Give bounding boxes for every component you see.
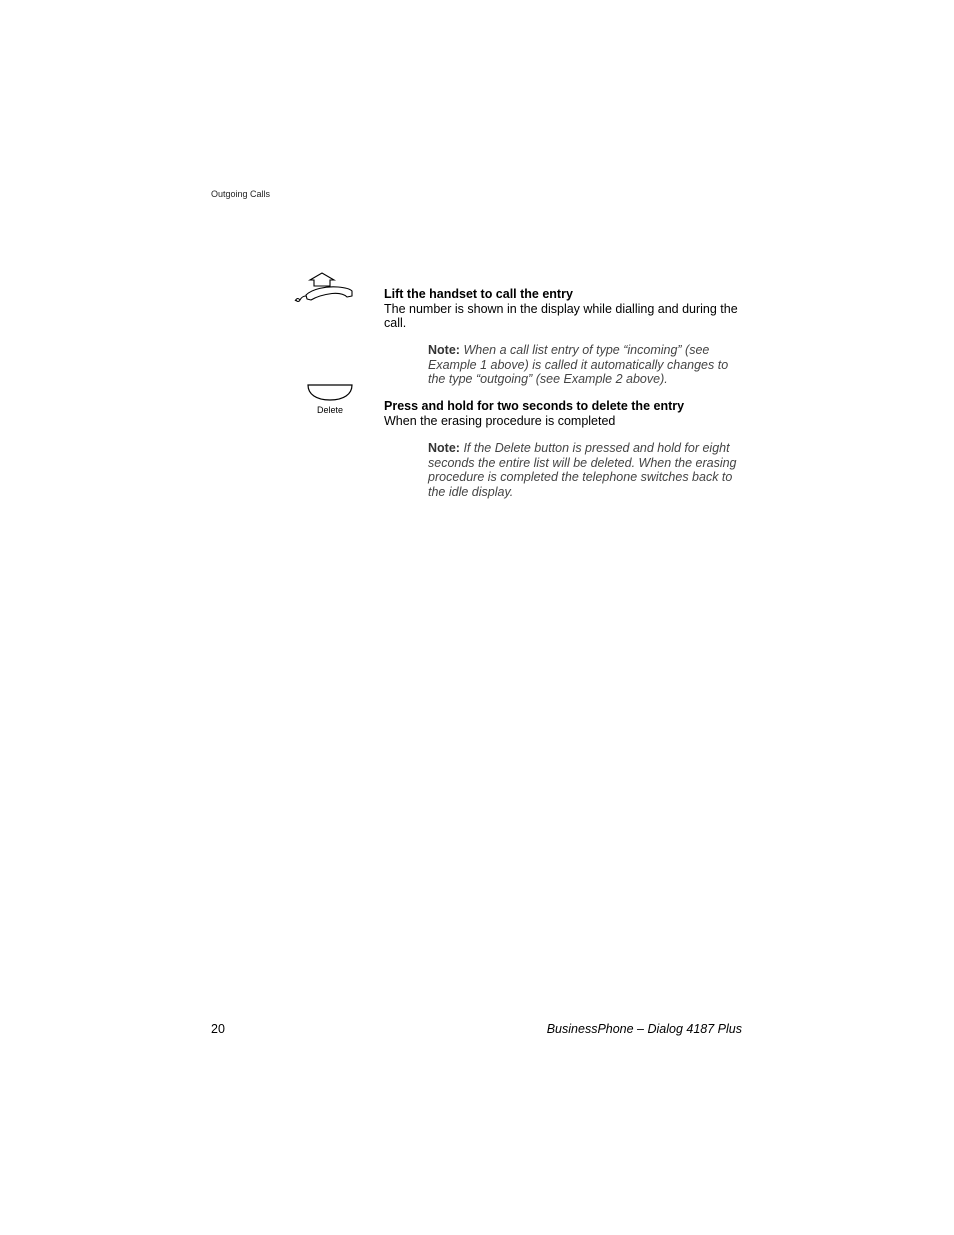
step-lift-handset — [384, 287, 744, 331]
handset-lift-icon — [292, 272, 356, 304]
delete-key-label: Delete — [316, 405, 343, 415]
step-title: Lift the handset to call the entry — [384, 287, 573, 301]
note-text: If the Delete button is pressed and hold for eight seconds the entire list will be deleted. When the erasing procedure is completed the telephone switches back to the idle display. — [428, 441, 737, 499]
step-title: Press and hold for two seconds to delete the entry — [384, 399, 685, 413]
step-delete-entry — [384, 399, 744, 428]
section-header: Outgoing Calls — [211, 189, 271, 199]
note-block — [428, 343, 744, 387]
step-text: When the erasing procedure is completed — [384, 413, 616, 428]
document-title: BusinessPhone – Dialog 4187 Plus — [546, 1022, 742, 1036]
delete-key-icon — [306, 383, 356, 419]
note-text: When a call list entry of type “incoming” (see Example 1 above) is called it automatically changes to the type “outgoing” (see Example 2 above). — [428, 343, 729, 386]
step-text: The number is shown in the display while dialling and during the call. — [384, 301, 738, 330]
note-block — [428, 441, 744, 499]
note-label: Note: — [428, 343, 460, 357]
note-label: Note: — [428, 441, 460, 455]
page-number: 20 — [211, 1022, 225, 1036]
